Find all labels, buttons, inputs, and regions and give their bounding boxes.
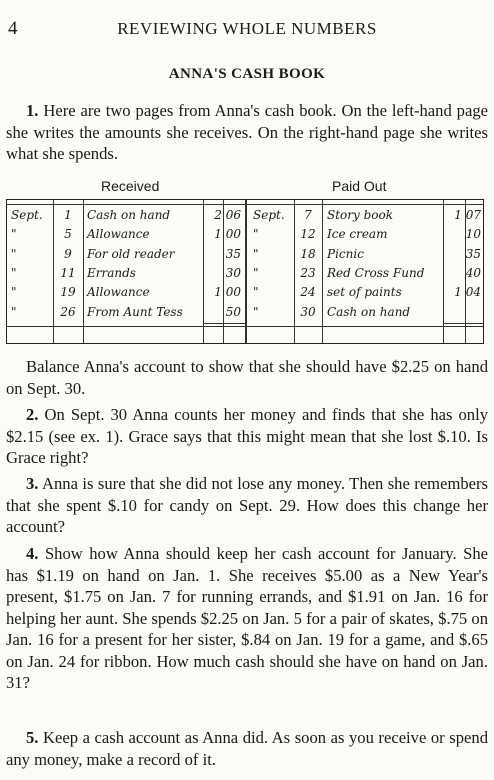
received-amount: 35	[225, 246, 241, 261]
paid-description: Cash on hand	[327, 304, 411, 319]
exercise-3	[6, 473, 488, 538]
paid-amount: 10	[465, 227, 481, 242]
paid-description: Story book	[327, 208, 393, 222]
paid-amount: 1 04	[454, 285, 481, 300]
exercise-4	[6, 543, 488, 694]
received-amount: 50	[225, 304, 241, 319]
ledger-row	[7, 283, 483, 302]
exercise-number: 4.	[26, 544, 39, 563]
page-header	[6, 18, 488, 40]
exercise-text: Show how Anna should keep her cash account for January. She has $1.19 on hand on Jan. 1. She receives $5.00 as a New Year's present, $1.75 on Jan. 7 for running errands, and $1.91 on Jan. 16 for helping her aunt. She spends $2.25 on Jan. 5 for a pair of skates, $.75 on Jan. 16 for a present for her sister, $.84 on Jan. 19 for a game, and $.65 on Jan. 24 for ribbon. How much cash should she have on hand on Jan. 31?	[6, 544, 489, 692]
exercise-number: 3.	[26, 474, 39, 493]
paid-out-header: Paid Out	[332, 178, 387, 194]
paid-amount: 40	[465, 265, 481, 280]
paid-month: "	[253, 265, 259, 280]
ledger-row	[7, 245, 483, 264]
received-month: "	[11, 285, 17, 300]
exercise-number: 1.	[26, 101, 39, 120]
exercise-1	[6, 100, 488, 165]
page-number: 4	[8, 18, 18, 39]
ledger-row	[7, 303, 483, 322]
received-amount: 2 06	[214, 208, 241, 222]
received-day: 1	[64, 208, 72, 222]
paid-day: 7	[304, 208, 312, 222]
received-description: Errands	[87, 265, 136, 280]
balance-instruction: Balance Anna's account to show that she should have $2.25 on hand on Sept. 30.	[6, 357, 488, 398]
paid-description: Picnic	[327, 246, 364, 261]
received-month: "	[11, 227, 17, 242]
received-header: Received	[101, 178, 160, 194]
paid-month: "	[253, 304, 259, 319]
received-description: From Aunt Tess	[87, 304, 183, 319]
received-amount: 1 00	[214, 227, 241, 242]
running-title: REVIEWING WHOLE NUMBERS	[117, 19, 377, 38]
paid-month: "	[253, 285, 259, 300]
ledger-headers	[6, 178, 484, 198]
paid-month: Sept.	[253, 208, 285, 222]
received-amount: 30	[225, 265, 241, 280]
paid-day: 30	[300, 304, 316, 319]
paid-day: 24	[300, 285, 316, 300]
received-description: Allowance	[87, 227, 150, 242]
received-month: "	[11, 304, 17, 319]
received-description: Allowance	[87, 285, 150, 300]
exercise-2	[6, 404, 488, 469]
received-month: Sept.	[11, 208, 43, 222]
received-description: Cash on hand	[87, 208, 171, 222]
cash-book-ledger	[6, 199, 484, 344]
received-day: 11	[60, 265, 76, 280]
received-day: 5	[64, 227, 72, 242]
exercise-text: On Sept. 30 Anna counts her money and finds that she has only $2.15 (see ex. 1). Grace says that this might mean that she lost $.10. Is Grace right?	[6, 405, 488, 467]
section-title: ANNA'S CASH BOOK	[168, 66, 326, 82]
paid-month: "	[253, 246, 259, 261]
paid-day: 23	[300, 265, 316, 280]
paid-description: Ice cream	[327, 227, 388, 242]
exercise-5	[6, 727, 488, 770]
paid-day: 18	[300, 246, 316, 261]
received-day: 26	[60, 304, 76, 319]
paid-description: set of paints	[327, 285, 402, 300]
received-day: 19	[60, 285, 76, 300]
ledger-row	[7, 264, 483, 283]
received-month: "	[11, 246, 17, 261]
exercise-number: 2.	[26, 405, 39, 424]
received-description: For old reader	[87, 246, 175, 261]
received-month: "	[11, 265, 17, 280]
paid-day: 12	[300, 227, 316, 242]
paid-description: Red Cross Fund	[327, 265, 425, 280]
exercise-number: 5.	[26, 728, 39, 747]
exercise-text: Anna is sure that she did not lose any money. Then she remembers that she spent $.10 for candy on Sept. 29. How does this change her account?	[6, 474, 489, 536]
received-amount: 1 00	[214, 285, 241, 300]
exercise-text: Here are two pages from Anna's cash book. On the left-hand page she writes the amounts she receives. On the right-hand page she writes what she spends.	[6, 101, 488, 163]
ledger-row	[7, 206, 483, 225]
ledger-row	[7, 225, 483, 244]
received-day: 9	[64, 246, 72, 261]
paid-amount: 1 07	[454, 208, 481, 222]
paid-amount: 35	[465, 246, 481, 261]
exercise-text: Keep a cash account as Anna did. As soon as you receive or spend any money, make a record of it.	[6, 728, 488, 769]
paid-month: "	[253, 227, 259, 242]
